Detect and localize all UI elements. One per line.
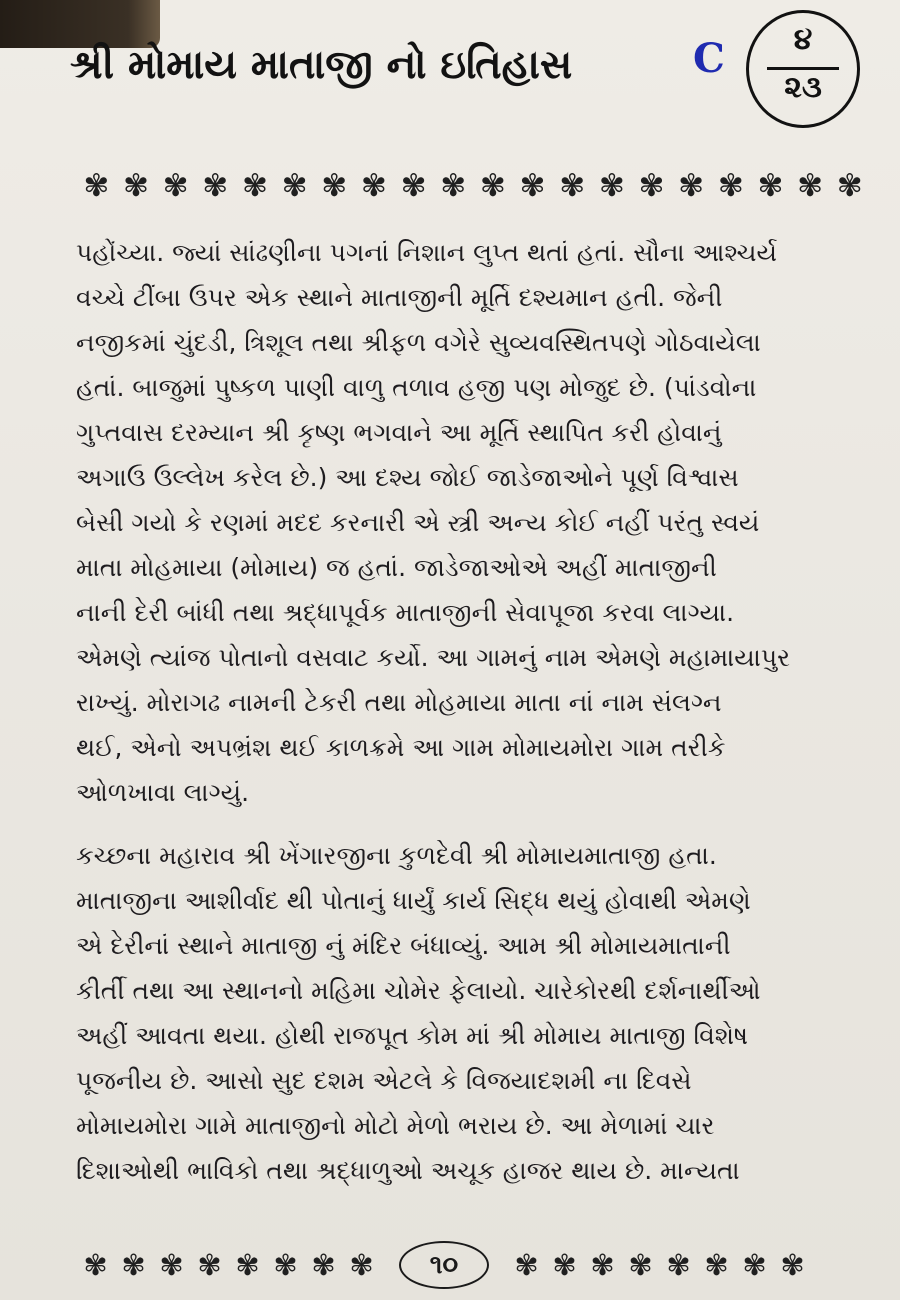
- flower-ornament-icon: ✾: [797, 168, 824, 204]
- page-footer: [78, 1238, 868, 1292]
- page-reference-bottom: ૨૩: [784, 70, 822, 105]
- flower-ornament-icon: ✾: [273, 1247, 298, 1282]
- paragraph-2: [76, 833, 866, 1193]
- flower-ornament-icon: ✾: [241, 168, 268, 204]
- text-line: કચ્છના મહારાવ શ્રી ખેંગારજીના કુળદેવી શ્રી મોમાયમાતાજી હતા.: [76, 841, 717, 870]
- flower-ornament-icon: ✾: [440, 168, 467, 204]
- flower-ornament-icon: ✾: [638, 168, 665, 204]
- flower-ornament-icon: ✾: [757, 168, 784, 204]
- text-line: રાખ્યું. મોરાગઢ નામની ટેકરી તથા મોહમાયા માતા નાં નામ સંલગ્ન: [76, 688, 722, 717]
- flower-ornament-icon: ✾: [311, 1247, 336, 1282]
- text-line: બેસી ગયો કે રણમાં મદદ કરનારી એ સ્ત્રી અન્ય કોઈ નહીં પરંતુ સ્વયં: [76, 508, 760, 537]
- ornament-footer-right: [509, 1248, 810, 1283]
- flower-ornament-icon: ✾: [666, 1247, 691, 1282]
- book-edge-shadow: [0, 0, 160, 48]
- flower-ornament-icon: ✾: [479, 168, 506, 204]
- flower-ornament-icon: ✾: [235, 1247, 260, 1282]
- text-line: અગાઉ ઉલ્લેખ કરેલ છે.) આ દશ્ય જોઈ જાડેજાઓને પૂર્ણ વિશ્વાસ: [76, 463, 739, 492]
- flower-ornament-icon: ✾: [162, 168, 189, 204]
- flower-ornament-icon: ✾: [704, 1247, 729, 1282]
- flower-ornament-icon: ✾: [519, 168, 546, 204]
- text-line: ગુપ્તવાસ દરમ્યાન શ્રી કૃષ્ણ ભગવાને આ મૂર્તિ સ્થાપિત કરી હોવાનું: [76, 418, 722, 447]
- flower-ornament-icon: ✾: [678, 168, 705, 204]
- paragraph-1: [76, 230, 866, 815]
- flower-ornament-icon: ✾: [159, 1247, 184, 1282]
- flower-ornament-icon: ✾: [836, 168, 863, 204]
- text-line: વચ્ચે ટીંબા ઉપર એક સ્થાને માતાજીની મૂર્તિ દશ્યમાન હતી. જેની: [76, 283, 723, 312]
- flower-ornament-icon: ✾: [83, 1247, 108, 1282]
- flower-ornament-icon: ✾: [400, 168, 427, 204]
- ornament-footer-left: [78, 1248, 379, 1283]
- text-line: અહીં આવતા થયા. હોથી રાજપૂત કોમ માં શ્રી મોમાય માતાજી વિશેષ: [76, 1021, 749, 1050]
- text-line: માતાજીના આશીર્વાદ થી પોતાનું ધાર્યું કાર્ય સિદ્ધ થયું હોવાથી એમણે: [76, 886, 751, 915]
- page-reference-top: ૪: [793, 22, 813, 57]
- flower-ornament-icon: ✾: [122, 168, 149, 204]
- text-line: કીર્તી તથા આ સ્થાનનો મહિમા ચોમેર ફેલાયો. ચારેકોરથી દર્શનાર્થીઓ: [76, 976, 761, 1005]
- body-text: [76, 230, 866, 1193]
- flower-ornament-icon: ✾: [321, 168, 348, 204]
- flower-ornament-icon: ✾: [559, 168, 586, 204]
- text-line: એ દેરીનાં સ્થાને માતાજી નું મંદિર બંધાવ્યું. આમ શ્રી મોમાયમાતાની: [76, 931, 731, 960]
- text-line: માતા મોહમાયા (મોમાય) જ હતાં. જાડેજાઓએ અહીં માતાજીની: [76, 553, 717, 582]
- ornament-divider-top: [78, 168, 868, 208]
- text-line: હતાં. બાજુમાં પુષ્કળ પાણી વાળુ તળાવ હજી પણ મોજુદ છે. (પાંડવોના: [76, 373, 757, 402]
- paragraph-gap: [76, 815, 866, 833]
- flower-ornament-icon: ✾: [83, 168, 110, 204]
- flower-ornament-icon: ✾: [717, 168, 744, 204]
- flower-ornament-icon: ✾: [628, 1247, 653, 1282]
- handwritten-mark: C: [693, 35, 725, 82]
- flower-ornament-icon: ✾: [780, 1247, 805, 1282]
- text-line: એમણે ત્યાંજ પોતાનો વસવાટ કર્યો. આ ગામનું નામ એમણે મહામાયાપુર: [76, 643, 790, 672]
- flower-ornament-icon: ✾: [281, 168, 308, 204]
- flower-ornament-icon: ✾: [349, 1247, 374, 1282]
- flower-ornament-icon: ✾: [121, 1247, 146, 1282]
- flower-ornament-icon: ✾: [197, 1247, 222, 1282]
- text-line: પહોંચ્યા. જ્યાં સાંઢણીના પગનાં નિશાન લુપ્ત થતાં હતાં. સૌના આશ્ચર્ય: [76, 238, 778, 267]
- flower-ornament-icon: ✾: [202, 168, 229, 204]
- text-line: મોમાયમોરા ગામે માતાજીનો મોટો મેળો ભરાય છે. આ મેળામાં ચાર: [76, 1111, 715, 1140]
- text-line: ઓળખાવા લાગ્યું.: [76, 778, 250, 807]
- text-line: પૂજનીય છે. આસો સુદ દશમ એટલે કે વિજયાદશમી ના દિવસે: [76, 1066, 692, 1095]
- page-reference-circle: [746, 10, 860, 128]
- text-line: થઈ, એનો અપભ્રંશ થઈ કાળક્રમે આ ગામ મોમાયમોરા ગામ તરીકે: [76, 733, 726, 762]
- text-line: નાની દેરી બાંધી તથા શ્રદ્ધાપૂર્વક માતાજીની સેવાપૂજા કરવા લાગ્યા.: [76, 598, 735, 627]
- flower-ornament-icon: ✾: [514, 1247, 539, 1282]
- flower-ornament-icon: ✾: [590, 1247, 615, 1282]
- page-title: શ્રી મોમાય માતાજી નો ઇતિહાસ: [70, 42, 573, 88]
- page-number: ૧૦: [399, 1241, 489, 1289]
- flower-ornament-icon: ✾: [598, 168, 625, 204]
- text-line: દિશાઓથી ભાવિકો તથા શ્રદ્ધાળુઓ અચૂક હાજર થાય છે. માન્યતા: [76, 1156, 740, 1185]
- flower-ornament-icon: ✾: [552, 1247, 577, 1282]
- text-line: નજીકમાં ચુંદડી, ત્રિશૂલ તથા શ્રીફળ વગેરે સુવ્યવસ્થિતપણે ગોઠવાયેલા: [76, 328, 761, 357]
- flower-ornament-icon: ✾: [360, 168, 387, 204]
- flower-ornament-icon: ✾: [742, 1247, 767, 1282]
